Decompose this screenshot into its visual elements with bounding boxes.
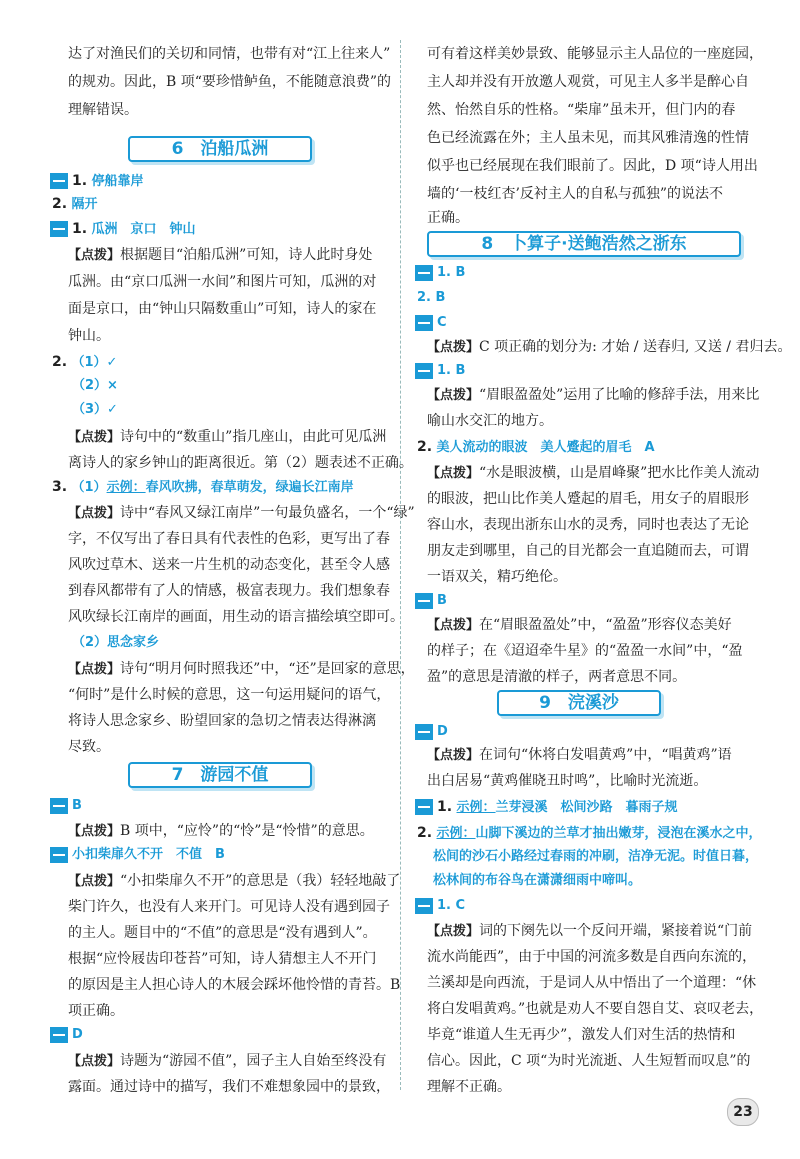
section-title-9: 9 浣溪沙 [497,690,661,716]
answer: D [72,1027,83,1042]
tip-text: B 项中，“应怜”的“怜”是“怜惜”的意思。 [120,823,374,839]
column-divider [400,40,401,1090]
tip-tag: 【点拨】 [427,618,480,633]
question-number: 2. [417,825,433,841]
tip-text: 容山水，表现出浙东山水的灵秀，同时也表达了无论 [427,517,749,533]
tip-tag: 【点拨】 [68,430,121,445]
answer: 1. B [437,363,466,378]
tip-text: 出白居易“黄鸡催晓丑时鸣”，比喻时光流逝。 [427,773,708,789]
section-title-6: 6 泊船瓜洲 [128,136,312,162]
tip-text: 诗句中的“数重山”指几座山，由此可见瓜洲 [120,429,387,445]
answer: 兰芽浸溪 松间沙路 暮雨子规 [495,800,678,815]
tip-tag: 【点拨】 [427,388,480,403]
tip-text: 露面。通过诗中的描写，我们不难想象园中的景致， [68,1079,390,1095]
tip-text: 根据“应怜屐齿印苍苔”可知，诗人猜想主人不开门 [68,951,377,967]
tip-text: 的眼波，把山比作美人蹙起的眉毛，用女子的眉眼形 [427,491,749,507]
tip-text: 钟山。 [68,328,110,344]
tip-text: “水是眼波横，山是眉峰聚”把水比作美人流动 [479,465,760,481]
tip-tag: 【点拨】 [427,466,480,481]
section-marker-icon [50,1027,68,1043]
tip-text: 兰溪却是向西流，于是词人从中悟出了一个道理：“休 [427,975,757,991]
tip-text: C 项正确的划分为: 才始 / 送春归, 又送 / 君归去。 [479,339,792,355]
tip-text: 离诗人的家乡钟山的距离很近。第（2）题表述不正确。 [68,455,413,471]
section-marker-icon [415,265,433,281]
tip-text: 瓜洲。由“京口瓜洲一水间”和图片可知，瓜洲的对 [68,274,377,290]
tip-tag: 【点拨】 [427,748,480,763]
page-number: 23 [727,1098,759,1126]
text-line: 可有着这样美妙景致、能够显示主人品位的一座庭园， [427,46,763,62]
answer: （1） [71,480,107,495]
answer: （2）思念家乡 [72,635,160,650]
tip-text: 一语双关，精巧绝伦。 [427,569,567,585]
tip-text: 盈”的意思是清澈的样子，两者意思不同。 [427,669,687,685]
question-number: 3. [52,479,68,495]
example-label: 示例： [456,800,496,815]
text-line: 似乎也已经展现在我们眼前了。因此，D 项“诗人用出 [427,158,758,174]
text-line: 正确。 [427,210,469,226]
tip-tag: 【点拨】 [68,506,121,521]
answer: 山脚下溪边的兰草才抽出嫩芽，浸泡在溪水之中， [475,826,762,841]
answer: （1）✓ [71,355,118,370]
tip-text: 风吹绿长江南岸的画面，用生动的语言描绘填空即可。 [68,609,404,625]
section-marker-icon [50,173,68,189]
section-marker-icon [50,798,68,814]
answer: B [437,593,447,608]
answer: 瓜洲 京口 钟山 [91,222,196,237]
answer: （2）× [72,378,118,393]
tip-tag: 【点拨】 [427,924,480,939]
section-title-7: 7 游园不值 [128,762,312,788]
tip-text: 的样子；在《迢迢牵牛星》的“盈盈一水间”中，“盈 [427,643,743,659]
section-marker-icon [50,221,68,237]
answer: 松林间的布谷鸟在潇潇细雨中啼叫。 [433,873,642,888]
tip-tag: 【点拨】 [68,248,121,263]
answer: D [437,724,448,739]
answer: 1. B [437,265,466,280]
answer: 小扣柴扉久不开 不值 B [72,847,225,862]
question-number: 1. [72,221,88,237]
text-line: 墙的‘一枝红杏’反衬主人的自私与孤独”的说法不 [427,186,724,202]
section-marker-icon [415,363,433,379]
text-line: 然、怡然自乐的性格。“柴扉”虽未开，但门内的春 [427,102,736,118]
section-marker-icon [415,315,433,331]
text-line: 达了对渔民们的关切和同情，也带有对“江上往来人” [68,46,391,62]
answer: 春风吹拂，春草萌发，绿遍长江南岸 [145,480,354,495]
tip-tag: 【点拨】 [68,1054,121,1069]
question-number: 2. [52,196,68,212]
tip-text: 将白发唱黄鸡。”也就是劝人不要自怨自艾、哀叹老去， [427,1001,764,1017]
text-line: 主人却并没有开放邀人观赏，可见主人多半是醉心自 [427,74,749,90]
tip-text: 毕竟“谁道人生无再少”，激发人们对生活的热情和 [427,1027,736,1043]
tip-text: 将诗人思念家乡、盼望回家的急切之情表达得淋漓 [68,713,376,729]
tip-text: 到春风都带有了人的情感，极富表现力。我们想象春 [68,583,390,599]
answer: C [437,315,447,330]
tip-text: 理解不正确。 [427,1079,511,1095]
answer: 停船靠岸 [91,174,144,189]
question-number: 1. [72,173,88,189]
tip-tag: 【点拨】 [68,662,121,677]
tip-text: 词的下阕先以一个反问开端，紧接着说“门前 [479,923,753,939]
tip-text: 风吹过草木、送来一片生机的动态变化，甚至令人感 [68,557,390,573]
answer: 隔开 [71,197,98,212]
text-line: 的规劝。因此，B 项“要珍惜鲈鱼，不能随意浪费”的 [68,74,392,90]
example-label: 示例： [106,480,146,495]
tip-tag: 【点拨】 [68,824,121,839]
tip-text: “小扣柴扉久不开”的意思是（我）轻轻地敲了 [120,873,401,889]
tip-text: 的主人。题目中的“不值”的意思是“没有遇到人”。 [68,925,377,941]
question-number: 2. [417,439,433,455]
tip-text: 诗题为“游园不值”，园子主人自始至终没有 [120,1053,387,1069]
section-title-8: 8 卜算子·送鲍浩然之浙东 [427,231,741,257]
tip-text: 字，不仅写出了春日具有代表性的色彩，更写出了春 [68,531,390,547]
tip-text: 在词句“休将白发唱黄鸡”中，“唱黄鸡”语 [479,747,732,763]
tip-text: 的原因是主人担心诗人的木屐会踩坏他怜惜的青苔。B [68,977,401,993]
tip-text: 项正确。 [68,1003,124,1019]
tip-text: “何时”是什么时候的意思，这一句运用疑问的语气， [68,687,391,703]
tip-text: 朋友走到哪里，自己的目光都会一直追随而去，可谓 [427,543,749,559]
answer: （3）✓ [72,402,118,417]
question-number: 1. [437,799,453,815]
section-marker-icon [415,799,433,815]
section-marker-icon [415,724,433,740]
tip-text: 喻山水交汇的地方。 [427,413,553,429]
tip-text: 面是京口，由“钟山只隔数重山”可知，诗人的家在 [68,301,377,317]
tip-text: 诗句“明月何时照我还”中，“还”是回家的意思， [120,661,415,677]
text-line: 色已经流露在外；主人虽未见，而其风雅清逸的性情 [427,130,749,146]
section-marker-icon [415,593,433,609]
tip-text: 柴门许久，也没有人来开门。可见诗人没有遇到园子 [68,899,390,915]
section-marker-icon [50,847,68,863]
tip-text: 信心。因此，C 项“为时光流逝、人生短暂而叹息”的 [427,1053,751,1069]
section-marker-icon [415,898,433,914]
answer: 松间的沙石小路经过春雨的冲刷，洁净无泥。时值日暮， [433,849,759,864]
answer: 美人流动的眼波 美人蹙起的眉毛 A [436,440,655,455]
tip-text: 流水尚能西”，由于中国的河流多数是自西向东流的， [427,949,757,965]
answer: 2. B [417,290,446,305]
answer: 1. C [437,898,466,913]
tip-text: 在“眉眼盈盈处”中，“盈盈”形容仪态美好 [479,617,732,633]
tip-text: 根据题目“泊船瓜洲”可知，诗人此时身处 [120,247,373,263]
tip-tag: 【点拨】 [427,340,480,355]
text-line: 理解错误。 [68,102,138,118]
tip-text: 尽致。 [68,739,110,755]
question-number: 2. [52,354,68,370]
tip-text: 诗中“春风又绿江南岸”一句最负盛名，一个“绿” [120,505,415,521]
tip-text: “眉眼盈盈处”运用了比喻的修辞手法，用来比 [479,387,760,403]
tip-tag: 【点拨】 [68,874,121,889]
answer: B [72,798,82,813]
example-label: 示例： [436,826,476,841]
